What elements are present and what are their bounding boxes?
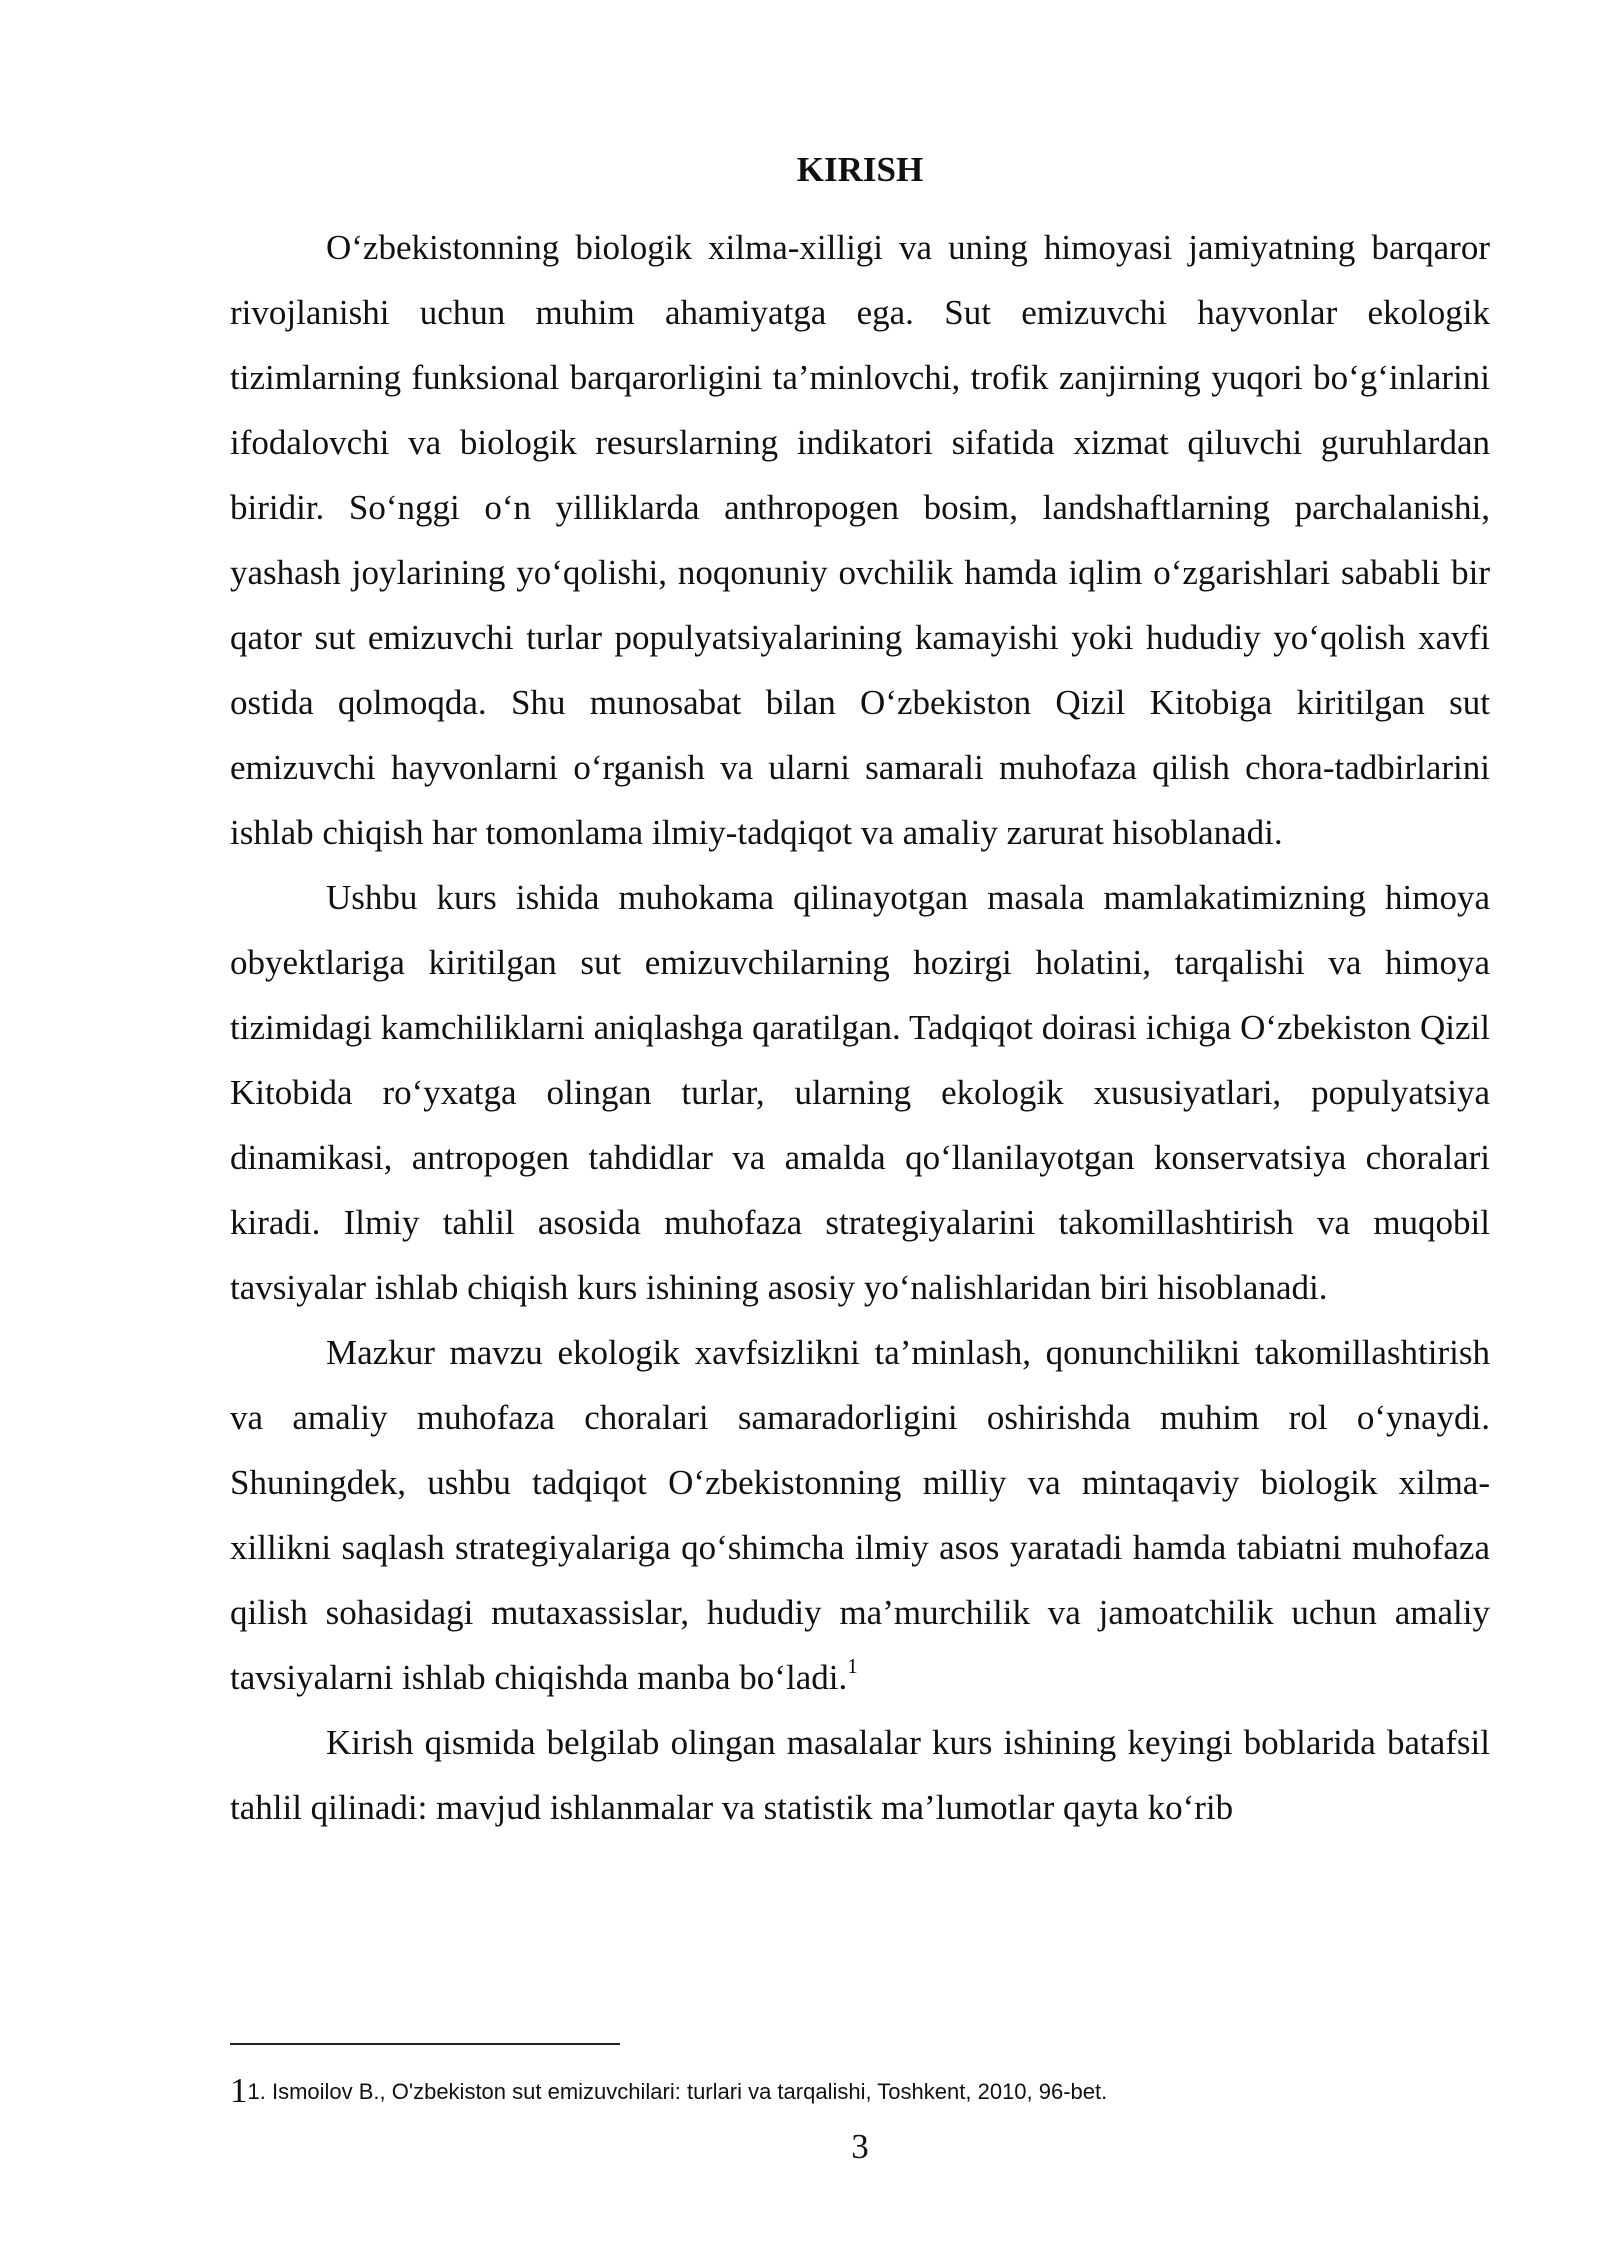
footnote-separator — [230, 2043, 620, 2045]
footnote-marker: 1 — [230, 2071, 248, 2110]
document-body — [230, 215, 1490, 1840]
paragraph-3-text: Mazkur mavzu ekologik xavfsizlikni ta’minlash, qonunchilikni takomillashtirish va amaliy muhofaza choralari samaradorligini oshirishda muhim rol o‘ynaydi. Shuningdek, ushbu tadqiqot O‘zbekistonning milliy va mintaqaviy biologik xilma-xillikni saqlash strategiyalariga qo‘shimcha ilmiy asos yaratadi hamda tabiatni muhofaza qilish sohasidagi mutaxassislar, hududiy ma’murchilik va jamoatchilik uchun amaliy tavsiyalarni ishlab chiqishda manba bo‘ladi. — [230, 1333, 1490, 1697]
paragraph-3 — [230, 1320, 1490, 1710]
footnote — [230, 2073, 1490, 2110]
footnote-text: 1. Ismoilov B., O'zbekiston sut emizuvchilari: turlari va tarqalishi, Toshkent, 2010, 96-bet. — [247, 2079, 1108, 2104]
document-title: KIRISH — [796, 150, 924, 189]
paragraph-1: O‘zbekistonning biologik xilma-xilligi va uning himoyasi jamiyatning barqaror rivojlanishi uchun muhim ahamiyatga ega. Sut emizuvchi hayvonlar ekologik tizimlarning funksional barqarorligini ta’minlovchi, trofik zanjirning yuqori bo‘g‘inlarini ifodalovchi va biologik resurslarning indikatori sifatida xizmat qiluvchi guruhlardan biridir. So‘nggi o‘n yilliklarda anthropogen bosim, landshaftlarning parchalanishi, yashash joylarining yo‘qolishi, noqonuniy ovchilik hamda iqlim o‘zgarishlari sababli bir qator sut emizuvchi turlar populyatsiyalarining kamayishi yoki hududiy yo‘qolish xavfi ostida qolmoqda. Shu munosabat bilan O‘zbekiston Qizil Kitobiga kiritilgan sut emizuvchi hayvonlarni o‘rganish va ularni samarali muhofaza qilish chora-tadbirlarini ishlab chiqish har tomonlama ilmiy-tadqiqot va amaliy zarurat hisoblanadi. — [230, 228, 1490, 852]
paragraph-2: Ushbu kurs ishida muhokama qilinayotgan masala mamlakatimizning himoya obyektlariga kiritilgan sut emizuvchilarning hozirgi holatini, tarqalishi va himoya tizimidagi kamchiliklarni aniqlashga qaratilgan. Tadqiqot doirasi ichiga O‘zbekiston Qizil Kitobida ro‘yxatga olingan turlar, ularning ekologik xususiyatlari, populyatsiya dinamikasi, antropogen tahdidlar va amalda qo‘llanilayotgan konservatsiya choralari kiradi. Ilmiy tahlil asosida muhofaza strategiyalarini takomillashtirish va muqobil tavsiyalar ishlab chiqish kurs ishining asosiy yo‘nalishlaridan biri hisoblanadi. — [230, 878, 1490, 1307]
footnote-reference[interactable]: 1 — [847, 1654, 858, 1678]
page-number: 3 — [851, 2127, 869, 2166]
paragraph-4: Kirish qismida belgilab olingan masalalar kurs ishining keyingi boblarida batafsil tahlil qilinadi: mavjud ishlanmalar va statistik ma’lumotlar qayta ko‘rib — [230, 1723, 1490, 1827]
